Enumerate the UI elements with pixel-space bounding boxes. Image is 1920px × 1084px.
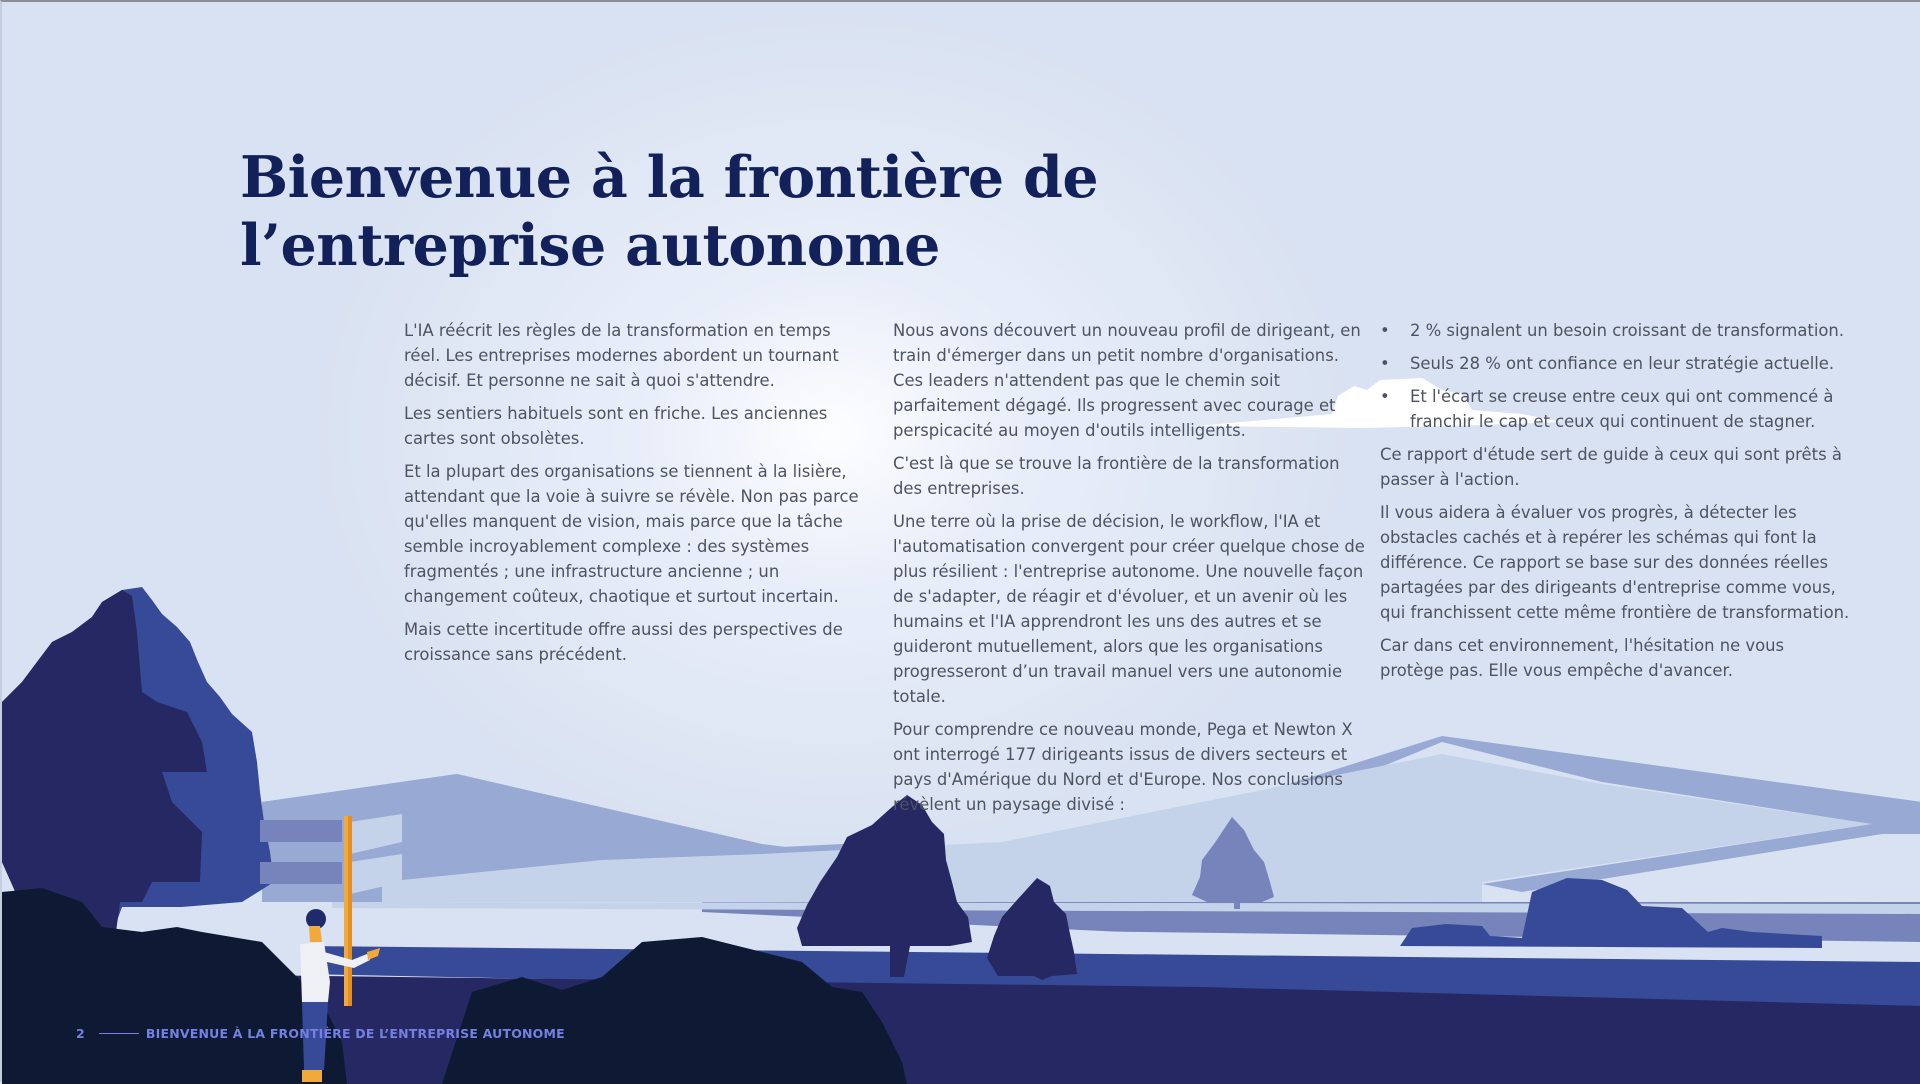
paragraph: Et la plupart des organisations se tiennent à la lisière, attendant que la voie à suivre se révèle. Non pas parce qu'elles manquent de vision, mais parce que la tâche semble incroyablement complexe : des systèmes fragmentés ; une infrastructure ancienne ; un changement coûteux, chaotique et surtout incertain. — [404, 462, 859, 606]
column-2 — [893, 318, 1368, 825]
bullet-icon: • — [1380, 387, 1390, 406]
paragraph: Pour comprendre ce nouveau monde, Pega et Newton X ont interrogé 177 dirigeants issus de divers secteurs et pays d'Amérique du Nord et d'Europe. Nos conclusions révèlent un paysage divisé : — [893, 720, 1353, 814]
paragraph: C'est là que se trouve la frontière de la transformation des entreprises. — [893, 454, 1340, 498]
paragraph: Les sentiers habituels sont en friche. Les anciennes cartes sont obsolètes. — [404, 404, 828, 448]
bullet-icon: • — [1380, 354, 1390, 373]
list-item — [1380, 351, 1850, 376]
paragraph: Ce rapport d'étude sert de guide à ceux qui sont prêts à passer à l'action. — [1380, 445, 1842, 489]
paragraph: Une terre où la prise de décision, le workflow, l'IA et l'automatisation convergent pour créer quelque chose de plus résilient : l'entreprise autonome. Une nouvelle façon de s'adapter, de réagir et d'évoluer, et un avenir où les humains et l'IA apprendront les uns des autres et se guideront mutuellement, alors que les organisations progresseront d’un travail manuel vers une autonomie totale. — [893, 512, 1365, 706]
title-line-1: Bienvenue à la frontière de — [240, 144, 1099, 211]
paragraph: Il vous aidera à évaluer vos progrès, à détecter les obstacles cachés et à repérer les schémas qui font la différence. Ce rapport se base sur des données réelles partagées par des dirigeants d'entreprise comme vous, qui franchissent cette même frontière de transformation. — [1380, 503, 1850, 622]
column-1 — [404, 318, 859, 675]
paragraph: L'IA réécrit les règles de la transformation en temps réel. Les entreprises modernes abordent un tournant décisif. Et personne ne sait à quoi s'attendre. — [404, 321, 839, 390]
paragraph: Car dans cet environnement, l'hésitation ne vous protège pas. Elle vous empêche d'avancer. — [1380, 636, 1785, 680]
page-footer — [76, 1026, 565, 1041]
list-item-text: Seuls 28 % ont confiance en leur stratégie actuelle. — [1410, 354, 1835, 373]
paragraph: Nous avons découvert un nouveau profil de dirigeant, en train d'émerger dans un petit nombre d'organisations. Ces leaders n'attendent pas que le chemin soit parfaitement dégagé. Ils progressent avec courage et perspicacité au moyen d'outils intelligents. — [893, 321, 1361, 440]
findings-list — [1380, 318, 1850, 434]
list-item — [1380, 384, 1850, 434]
bullet-icon: • — [1380, 321, 1390, 340]
list-item-text: 2 % signalent un besoin croissant de transformation. — [1410, 321, 1845, 340]
paragraph: Mais cette incertitude offre aussi des perspectives de croissance sans précédent. — [404, 620, 843, 664]
title-line-2: l’entreprise autonome — [240, 212, 940, 279]
running-title: BIENVENUE À LA FRONTIÈRE DE L’ENTREPRISE AUTONOME — [145, 1026, 565, 1041]
footer-divider — [99, 1033, 139, 1034]
page-number: 2 — [76, 1026, 85, 1041]
list-item — [1380, 318, 1850, 343]
page-title — [240, 144, 1098, 280]
column-3 — [1380, 318, 1850, 691]
list-item-text: Et l'écart se creuse entre ceux qui ont commencé à franchir le cap et ceux qui continuent de stagner. — [1410, 387, 1834, 431]
